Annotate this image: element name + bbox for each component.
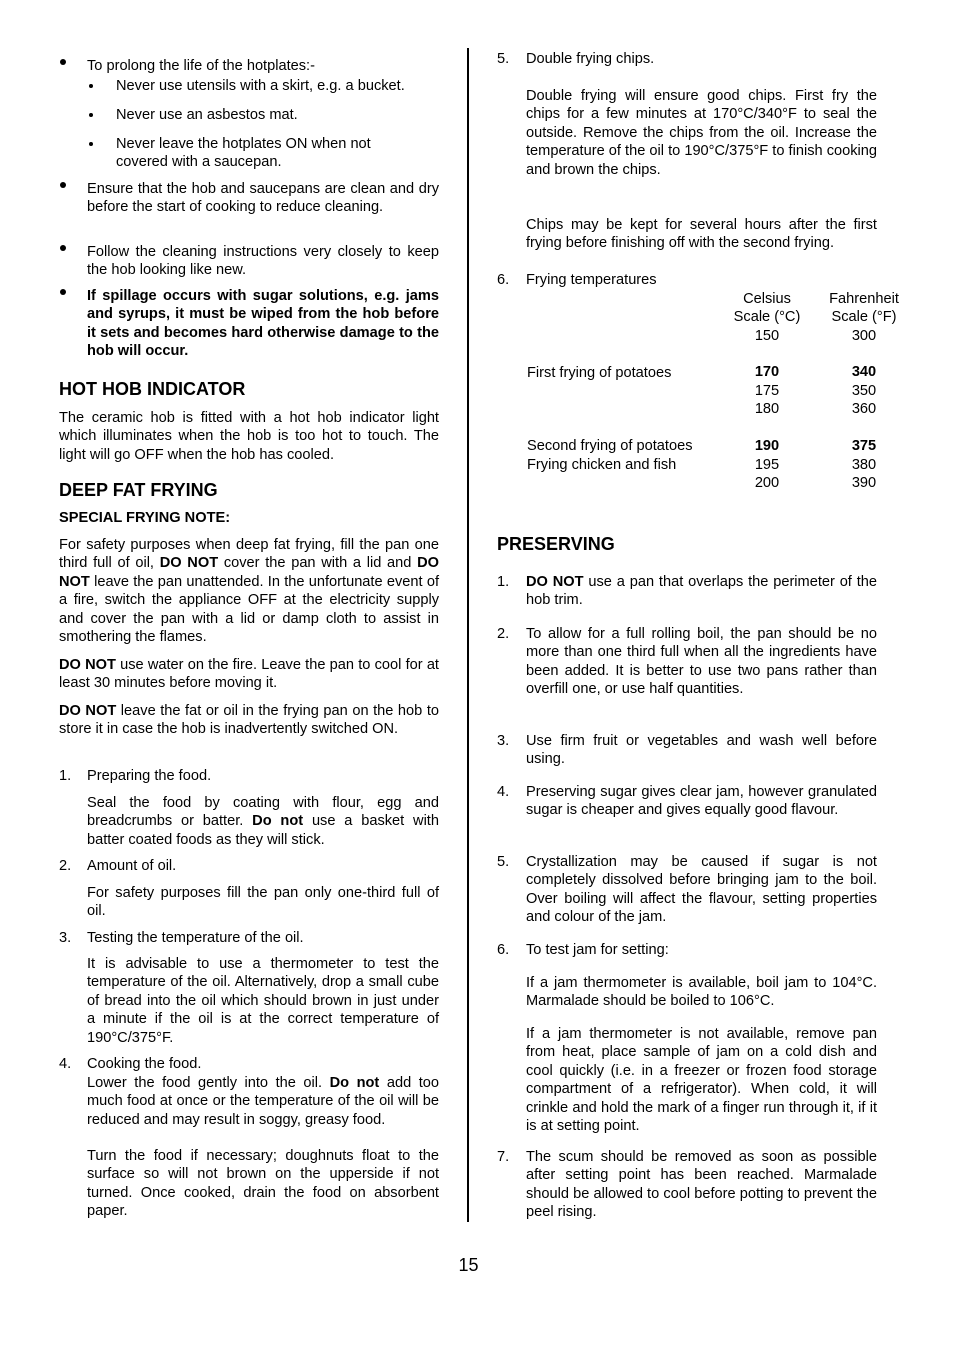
hot-hob-heading: HOT HOB INDICATOR — [59, 379, 246, 399]
item-number: 1. — [497, 574, 510, 590]
item-number: 6. — [497, 272, 510, 288]
bullet-dot — [60, 59, 66, 65]
item-title: Double frying chips. — [526, 51, 655, 67]
item-sub-body: If a jam thermometer is not available, remove pan from heat, place sample of jam on a cold dish and cool quickly (i.e. in a freezer or frozen food storage compartment of a refrigerator). When cold, it will crinkle and hold the mark of a finger run through it, if it is at setting point. — [526, 1026, 877, 1135]
celsius-cell: 175 — [754, 383, 780, 399]
item-body: Chips may be kept for several hours after the first frying before finishing off with the second frying. — [526, 217, 877, 252]
spillage-warning: If spillage occurs with sugar solutions, e.g. jams and syrups, it must be wiped from the hob before it sets and becomes hard otherwise damage to the hob will occur. — [87, 288, 439, 360]
bullet-text: Ensure that the hob and saucepans are clean and dry before the start of cooking to reduce cleaning. — [87, 181, 439, 216]
item-number: 2. — [497, 626, 510, 642]
item-title: Frying temperatures — [526, 272, 657, 288]
item-body: Preserving sugar gives clear jam, however granulated sugar is cheaper and gives equally good flavour. — [526, 784, 877, 819]
step-title: Preparing the food. — [87, 768, 212, 784]
fahrenheit-header: Fahrenheit Scale (°F) — [829, 291, 899, 326]
step-title: Amount of oil. — [87, 858, 177, 874]
step-body: Seal the food by coating with flour, egg and breadcrumbs or batter. Do not use a basket with batter coated foods as they will stick. — [87, 795, 439, 848]
step-body: Lower the food gently into the oil. Do not add too much food at once or the temperature of the oil will be reduced and may result in soggy, greasy food. — [87, 1075, 440, 1128]
fahrenheit-cell: 380 — [851, 457, 877, 473]
item-number: 7. — [497, 1149, 510, 1165]
hotplates-sub-item: Never leave the hotplates ON when not covered with a saucepan. — [116, 136, 371, 171]
item-body: To allow for a full rolling boil, the pan should be no more than one third full when all the ingredients have been added. It is better to use two pans rather than overfill one, or use half quantities. — [526, 626, 877, 698]
celsius-cell: 150 — [754, 328, 780, 344]
sub-bullet-dot — [89, 84, 93, 88]
item-sub-body: If a jam thermometer is available, boil jam to 104°C. Marmalade should be boiled to 106°C. — [526, 975, 877, 1010]
celsius-cell: 170 — [754, 364, 780, 380]
celsius-header: Celsius Scale (°C) — [733, 291, 801, 326]
item-body: Double frying will ensure good chips. First fry the chips for a few minutes at 170°C/340°F to seal the outside. Remove the chips from the oil. Increase the temperature of the oil to 190°C/375°F to finish cooking and brown the chips. — [526, 88, 877, 178]
fahrenheit-cell: 390 — [851, 475, 877, 491]
bullet-text: Follow the cleaning instructions very closely to keep the hob looking like new. — [87, 244, 439, 279]
step-number: 2. — [59, 858, 72, 874]
item-body: Use firm fruit or vegetables and wash well before using. — [526, 733, 877, 768]
item-number: 3. — [497, 733, 510, 749]
column-divider — [467, 48, 469, 1222]
fahrenheit-cell: 375 — [851, 438, 877, 454]
step-title: Testing the temperature of the oil. — [87, 930, 304, 946]
bullet-dot — [60, 245, 66, 251]
celsius-cell: 180 — [754, 401, 780, 417]
note-paragraph: For safety purposes when deep fat frying, fill the pan one third full of oil, DO NOT cover the pan with a lid and DO NOT leave the pan unattended. In the unfortunate event of a fire, switch the appliance OFF at the electricity supply and cover the pan with a lid or damp cloth to assist in smothering the flames. — [59, 537, 439, 646]
item-number: 5. — [497, 854, 510, 870]
hotplates-intro: To prolong the life of the hotplates:- — [87, 58, 315, 74]
fahrenheit-cell: 340 — [851, 364, 877, 380]
row-label: Frying chicken and fish — [527, 457, 677, 473]
sub-bullet-dot — [89, 142, 93, 146]
hotplates-sub-item: Never use utensils with a skirt, e.g. a bucket. — [116, 78, 405, 94]
row-label: First frying of potatoes — [527, 365, 672, 381]
hot-hob-text: The ceramic hob is fitted with a hot hob indicator light which illuminates when the hob is too hot to touch. The light will go OFF when the hob has cooled. — [59, 410, 439, 463]
step-body: It is advisable to use a thermometer to test the temperature of the oil. Alternatively, drop a small cube of bread into the oil which should brown in just under a minute if the oil is at the correct temperature of 190°C/375°F. — [87, 956, 439, 1046]
page-number: 15 — [458, 1255, 479, 1275]
preserving-heading: PRESERVING — [497, 534, 615, 554]
deep-fat-heading: DEEP FAT FRYING — [59, 480, 218, 500]
note-paragraph: DO NOT use water on the fire. Leave the pan to cool for at least 30 minutes before moving it. — [59, 657, 439, 692]
fahrenheit-cell: 350 — [851, 383, 877, 399]
item-body: The scum should be removed as soon as possible after setting point has been reached. Marmalade should be allowed to cool before potting to prevent the peel rising. — [526, 1149, 877, 1221]
special-note-heading: SPECIAL FRYING NOTE: — [59, 510, 231, 526]
step-number: 1. — [59, 768, 72, 784]
item-number: 4. — [497, 784, 510, 800]
bullet-dot — [60, 182, 66, 188]
bullet-dot — [60, 289, 66, 295]
step-body: Turn the food if necessary; doughnuts float to the surface so will not brown on the upperside if not turned. Once cooked, drain the food on absorbent paper. — [87, 1148, 439, 1220]
hotplates-sub-item: Never use an asbestos mat. — [116, 107, 298, 123]
step-number: 4. — [59, 1056, 72, 1072]
fahrenheit-cell: 360 — [851, 401, 877, 417]
item-body: To test jam for setting: — [526, 942, 669, 958]
fahrenheit-cell: 300 — [851, 328, 877, 344]
item-body: DO NOT use a pan that overlaps the perimeter of the hob trim. — [526, 574, 877, 609]
item-body: Crystallization may be caused if sugar is not completely dissolved before bringing jam to the boil. Over boiling will affect the flavour, setting properties and colour of the jam. — [526, 854, 877, 926]
celsius-cell: 195 — [754, 457, 780, 473]
sub-bullet-dot — [89, 113, 93, 117]
note-paragraph: DO NOT leave the fat or oil in the frying pan on the hob to store it in case the hob is inadvertently switched ON. — [59, 703, 439, 738]
item-number: 5. — [497, 51, 510, 67]
step-number: 3. — [59, 930, 72, 946]
celsius-cell: 190 — [754, 438, 780, 454]
step-title: Cooking the food. — [87, 1056, 202, 1072]
row-label: Second frying of potatoes — [527, 438, 693, 454]
item-number: 6. — [497, 942, 510, 958]
celsius-cell: 200 — [754, 475, 780, 491]
step-body: For safety purposes fill the pan only one-third full of oil. — [87, 885, 439, 920]
